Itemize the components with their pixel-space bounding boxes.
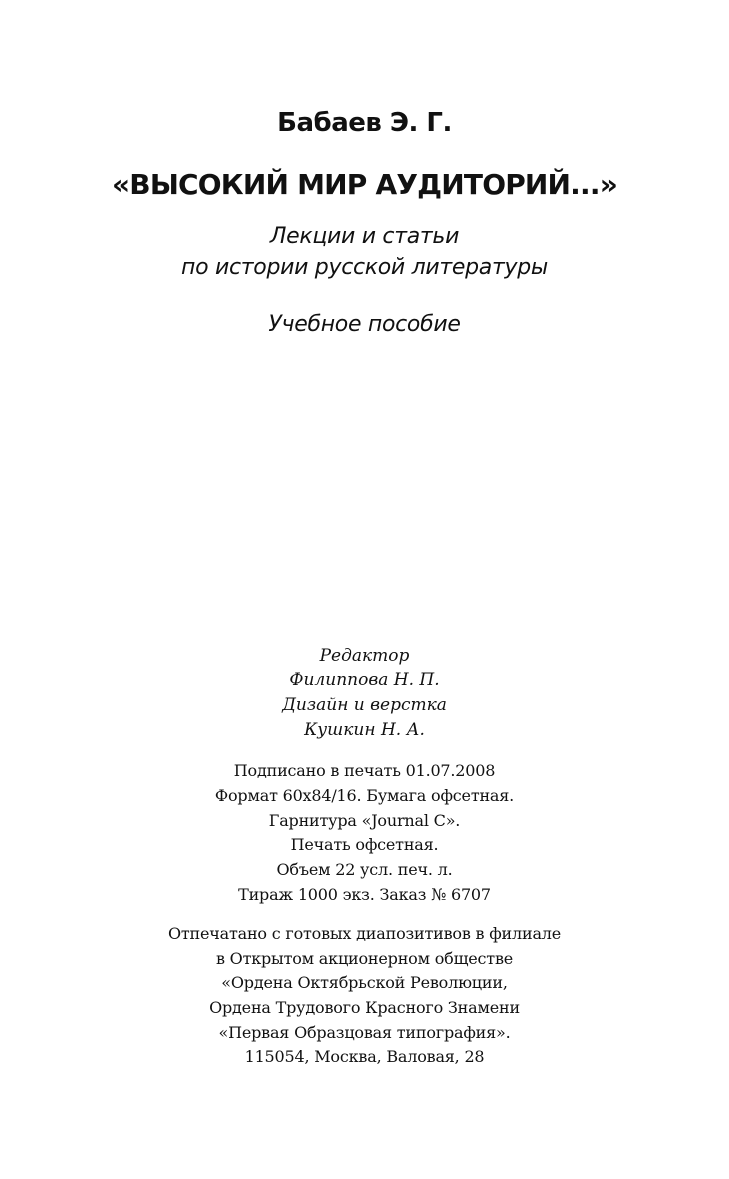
printer-address: 115054, Москва, Валовая, 28 [244, 1047, 485, 1066]
printer-line-5: «Первая Образцовая типография». [218, 1023, 511, 1042]
printer-line-3: «Ордена Октябрьской Революции, [221, 973, 508, 992]
imprint-typeface: Гарнитура «Journal C». [268, 811, 461, 830]
book-genre: Учебное пособие [268, 312, 461, 337]
imprint-printing: Печать офсетная. [290, 835, 439, 854]
printer-line-4: Ордена Трудового Красного Знамени [209, 998, 520, 1017]
author-name: Бабаев Э. Г. [277, 108, 452, 138]
imprint-circulation: Тираж 1000 экз. Заказ № 6707 [238, 885, 491, 904]
printer-line-2: в Открытом акционерном обществе [215, 949, 514, 968]
imprint-volume: Объем 22 усл. печ. л. [276, 860, 453, 879]
imprint-signed: Подписано в печать 01.07.2008 [233, 761, 496, 780]
subtitle-line-1: Лекции и статьи [269, 224, 460, 249]
editor-role: Редактор [319, 646, 410, 666]
imprint-format: Формат 60x84/16. Бумага офсетная. [214, 786, 515, 805]
editor-name: Филиппова Н. П. [289, 670, 440, 690]
subtitle-line-2: по истории русской литературы [181, 255, 548, 280]
design-name: Кушкин Н. А. [304, 720, 425, 740]
book-title: «ВЫСОКИЙ МИР АУДИТОРИЙ...» [112, 168, 617, 201]
design-role: Дизайн и верстка [282, 695, 447, 715]
printer-line-1: Отпечатано с готовых диапозитивов в филиале [167, 924, 562, 943]
